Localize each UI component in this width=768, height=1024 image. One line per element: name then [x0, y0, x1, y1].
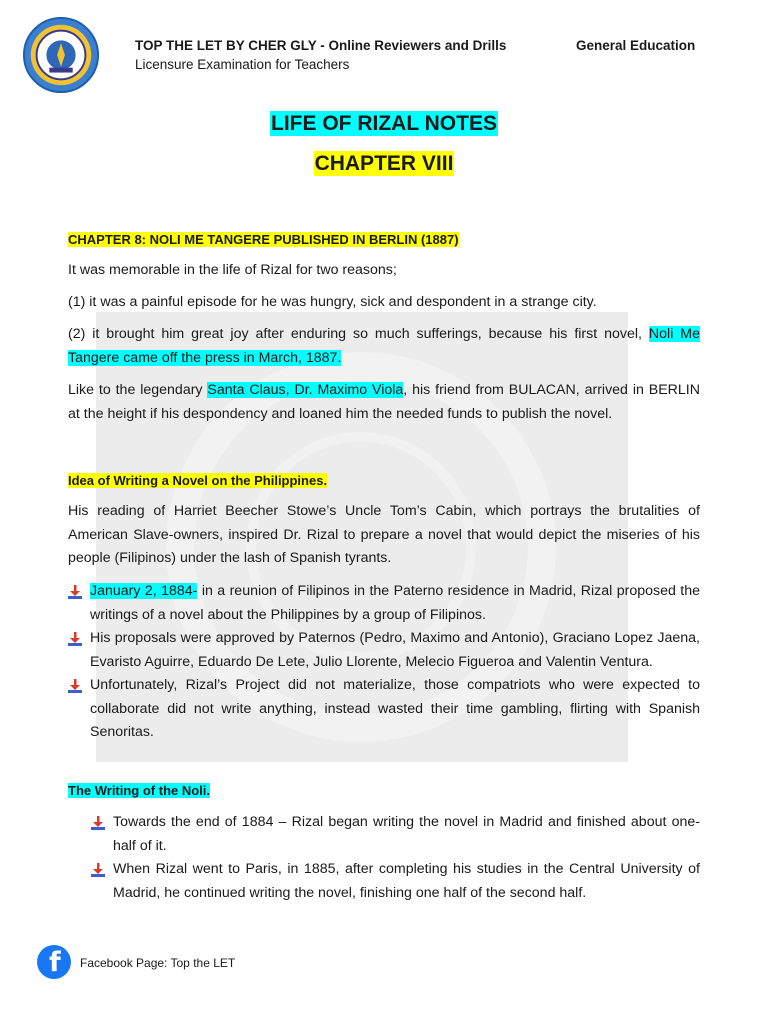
bullet-text: in a reunion of Filipinos in the Paterno residence in Madrid, Rizal proposed the writings of a novel about the Philippines by a group of Filipinos. [90, 583, 701, 623]
footer-facebook-link[interactable]: Facebook Page: Top the LET [80, 956, 236, 970]
list-item [91, 858, 700, 905]
bullet-text: His proposals were approved by Paternos (Pedro, Maximo and Antonio), Graciano Lopez Jaena, Evaristo Aguirre, Eduardo De Lete, Julio Llorente, Melecio Figueroa and Valentin Ventura. [90, 630, 700, 670]
bullet-list-idea [68, 580, 700, 745]
list-item [68, 627, 700, 674]
section-heading-writing-noli [68, 779, 700, 803]
paragraph-maximo-viola-lead: Like to the legendary [68, 382, 208, 398]
highlight-date: January 2, 1884- [90, 583, 198, 599]
paragraph-maximo-viola [68, 379, 700, 426]
bullet-list-writing [91, 811, 700, 905]
section-heading-text: Idea of Writing a Novel on the Philippines. [68, 473, 328, 488]
document-title-text: LIFE OF RIZAL NOTES [271, 112, 497, 135]
section-heading-text: The Writing of the Noli. [68, 783, 211, 798]
list-item [68, 580, 700, 627]
arrow-down-bullet-icon [68, 632, 82, 646]
paragraph-maximo-viola-rest: , his friend from BULACAN, arrived in BERLIN at the height if his despondency and loaned him the needed funds to publish the novel. [68, 382, 700, 422]
highlight-maximo-viola: Santa Claus, Dr. Maximo Viola [207, 382, 404, 398]
paragraph-reason-2-text: (2) it brought him great joy after enduring so much sufferings, because his first novel, [68, 326, 649, 342]
document-title [0, 112, 768, 136]
paragraph-reason-2 [68, 323, 700, 370]
list-item [68, 674, 700, 745]
arrow-down-bullet-icon [91, 863, 105, 877]
header-subject: General Education [576, 38, 696, 53]
list-item [91, 811, 700, 858]
chapter-title [0, 152, 768, 176]
section-heading-text: CHAPTER 8: NOLI ME TANGERE PUBLISHED IN BERLIN (1887) [68, 232, 459, 247]
paragraph-intro: It was memorable in the life of Rizal for two reasons; [68, 262, 397, 278]
bullet-text: Towards the end of 1884 – Rizal began writing the novel in Madrid and finished about one-half of it. [113, 814, 700, 854]
section-heading-idea-of-novel [68, 469, 700, 493]
header-title: TOP THE LET BY CHER GLY - Online Reviewers and Drills [135, 38, 507, 53]
paragraph-reason-1: (1) it was a painful episode for he was hungry, sick and despondent in a strange city. [68, 294, 597, 310]
bullet-text: Unfortunately, Rizal’s Project did not materialize, those compatriots who were expected to collaborate did not write anything, instead wasted their time gambling, flirting with Spanish Senoritas. [90, 677, 700, 740]
section-heading-noli-published [68, 228, 700, 252]
arrow-down-bullet-icon [68, 679, 82, 693]
institution-seal-logo [22, 16, 100, 94]
header-subtitle: Licensure Examination for Teachers [135, 57, 350, 72]
facebook-icon[interactable]: f [37, 945, 71, 979]
bullet-text: When Rizal went to Paris, in 1885, after completing his studies in the Central University of Madrid, he continued writing the novel, finishing one half of the second half. [113, 861, 700, 901]
paragraph-uncle-toms-cabin: His reading of Harriet Beecher Stowe’s Uncle Tom’s Cabin, which portrays the brutalities of American Slave-owners, inspired Dr. Rizal to prepare a novel that would depict the miseries of his people (Filipinos) under the lash of Spanish tyrants. [68, 503, 700, 566]
chapter-title-text: CHAPTER VIII [314, 152, 454, 175]
arrow-down-bullet-icon [68, 585, 82, 599]
highlight-noli-publication: Noli Me Tangere came off the press in March, 1887. [68, 326, 701, 366]
arrow-down-bullet-icon [91, 816, 105, 830]
